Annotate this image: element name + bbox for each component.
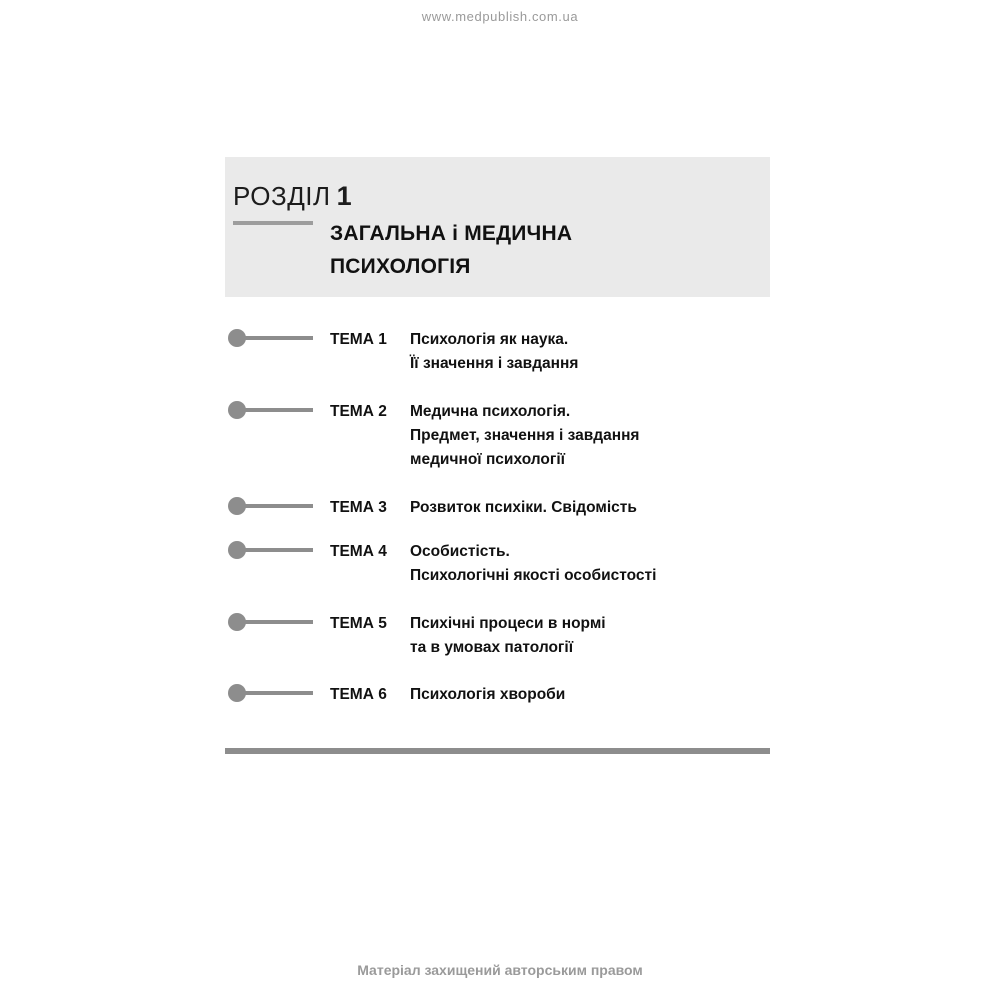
topic-title-line: Психічні процеси в нормі	[410, 615, 606, 632]
chapter-number: 1	[336, 181, 353, 211]
topic-title	[410, 328, 750, 376]
topic-title-line: медичної психології	[410, 451, 566, 468]
topic-title	[410, 683, 750, 707]
topic-label: ТЕМА 6	[330, 686, 387, 703]
chapter-label: РОЗДІЛ	[233, 181, 331, 211]
header-url: www.medpublish.com.ua	[421, 9, 579, 24]
connector-line	[241, 620, 313, 624]
topic-label: ТЕМА 2	[330, 403, 387, 420]
topic-title	[410, 612, 750, 660]
topic-title-line: Розвиток психіки. Свідомість	[410, 499, 637, 516]
topic-title-line: Її значення і завдання	[410, 355, 579, 372]
chapter-title-line2: ПСИХОЛОГІЯ	[330, 255, 471, 278]
topic-title-line: Психологія як наука.	[410, 331, 569, 348]
topic-title-line: Психологічні якості особистості	[410, 567, 657, 584]
chapter-title-line1: ЗАГАЛЬНА і МЕДИЧНА	[330, 222, 573, 245]
topic-title	[410, 540, 750, 588]
topic-label: ТЕМА 1	[330, 331, 387, 348]
chapter-title	[330, 217, 572, 283]
topic-title-line: Психологія хвороби	[410, 686, 566, 703]
footer-copyright: Матеріал захищений авторським правом	[357, 962, 643, 978]
connector-line	[241, 504, 313, 508]
topic-title	[410, 400, 750, 472]
topic-label: ТЕМА 5	[330, 615, 387, 632]
chapter-heading-box	[225, 157, 770, 297]
connector-line	[241, 691, 313, 695]
connector-line	[241, 336, 313, 340]
chapter-underline-rule	[233, 221, 313, 225]
topic-title-line: Особистість.	[410, 543, 510, 560]
topic-label: ТЕМА 4	[330, 543, 387, 560]
connector-line	[241, 408, 313, 412]
topic-label: ТЕМА 3	[330, 499, 387, 516]
topic-title-line: Предмет, значення і завдання	[410, 427, 640, 444]
topic-title-line: Медична психологія.	[410, 403, 571, 420]
section-divider	[225, 748, 770, 754]
topic-title-line: та в умовах патології	[410, 639, 574, 656]
connector-line	[241, 548, 313, 552]
topic-title	[410, 496, 750, 520]
chapter-label-row	[233, 181, 352, 212]
